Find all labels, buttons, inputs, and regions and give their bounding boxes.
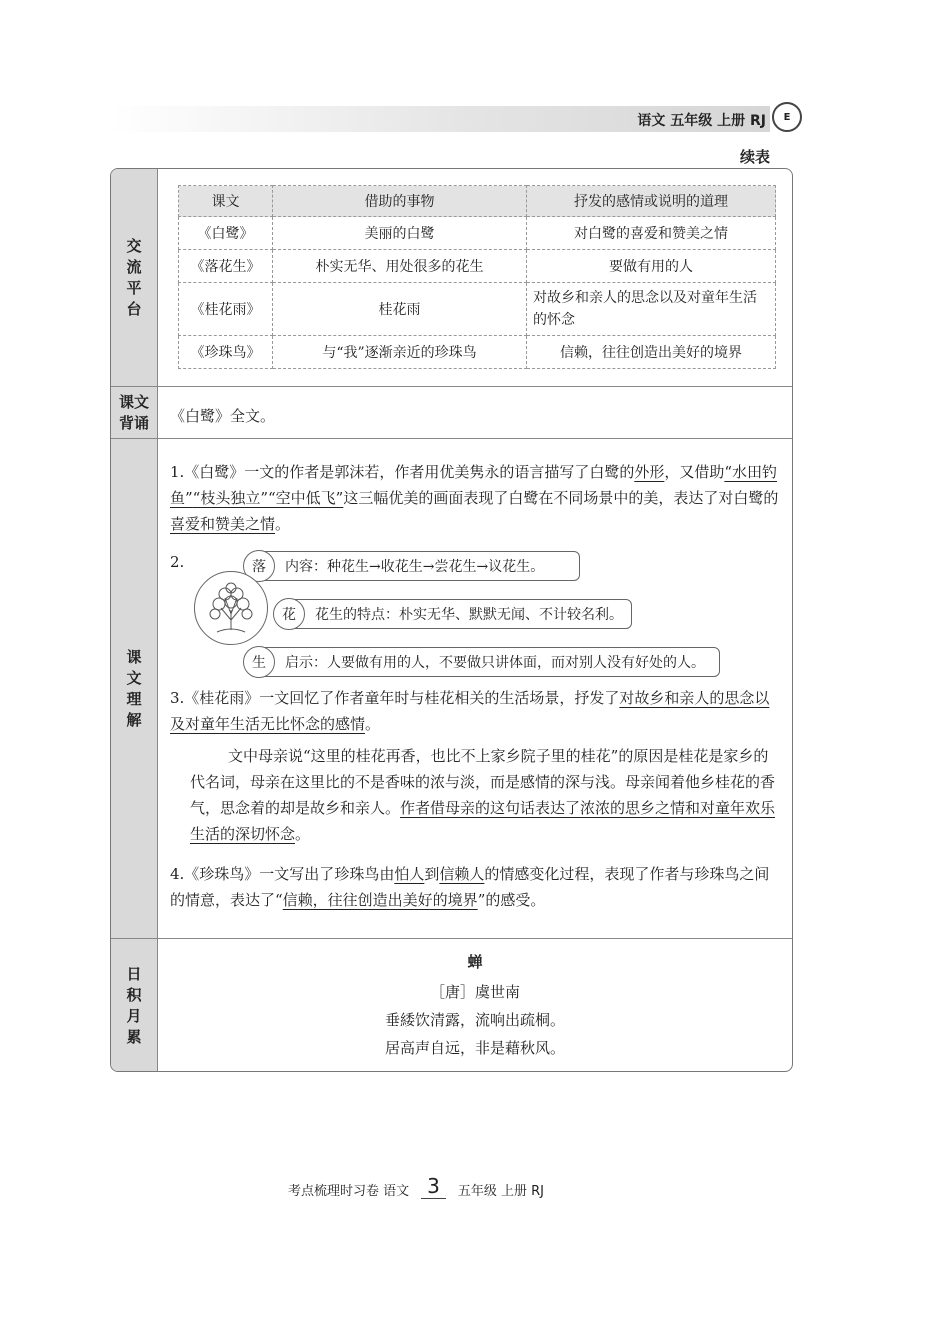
concept-bubble	[280, 599, 632, 629]
section-content	[158, 387, 792, 438]
peanut-plant-icon	[195, 572, 267, 644]
exchange-table	[178, 185, 776, 369]
page-number: 3	[421, 1174, 446, 1199]
peanut-plant-illustration	[194, 571, 268, 645]
section-exchange	[111, 169, 792, 387]
section-content	[158, 939, 792, 1072]
understand-item-2-num: 2.	[170, 553, 185, 571]
table-cell: 桂花雨	[273, 283, 527, 336]
char-circle: 落	[243, 550, 275, 582]
understand-item-1: 1.《白鹭》一文的作者是郭沫若，作者用优美隽永的语言描写了白鹭的外形，又借助“水田钓鱼”“枝头独立”“空中低飞”这三幅优美的画面表现了白鹭在不同场景中的美，表达了对白鹭的喜爱和赞美之情。	[170, 463, 779, 533]
char-circle: 生	[243, 646, 275, 678]
table-cell: 《落花生》	[179, 250, 273, 283]
table-header: 课文	[179, 186, 273, 217]
table-cell: 《珍珠鸟》	[179, 336, 273, 369]
understand-item-4: 4.《珍珠鸟》一文写出了珍珠鸟由怕人到信赖人的情感变化过程，表现了作者与珍珠鸟之间的情意，表达了“信赖，往往创造出美好的境界”的感受。	[170, 865, 770, 909]
table-header: 借助的事物	[273, 186, 527, 217]
section-understand	[111, 439, 792, 939]
section-label: 课文背诵	[111, 387, 158, 438]
section-daily	[111, 939, 792, 1072]
header-title: 语文 五年级 上册 RJ	[637, 113, 766, 129]
poem-line: 垂緌饮清露，流响出疏桐。	[384, 1011, 565, 1029]
table-cell: 要做有用的人	[527, 250, 776, 283]
table-cell: 《白鹭》	[179, 217, 273, 250]
table-header-row	[179, 186, 776, 217]
poem-author: ［唐］虞世南	[429, 983, 520, 1001]
section-content	[158, 439, 792, 938]
continued-label: 续表	[740, 148, 771, 166]
bubble-text: 启示：人要做有用的人，不要做只讲体面，而对别人没有好处的人。	[285, 655, 705, 671]
table-row	[179, 250, 776, 283]
section-label: 日积月累	[111, 939, 158, 1072]
poem-title: 蝉	[467, 953, 483, 971]
footer-right: 五年级 上册 RJ	[457, 1184, 545, 1199]
table-row	[179, 217, 776, 250]
table-row	[179, 283, 776, 336]
footer	[288, 1174, 544, 1199]
bubble-text: 花生的特点：朴实无华、默默无闻、不计较名利。	[315, 607, 623, 623]
section-label: 交流平台	[111, 169, 158, 386]
understand-item-3: 3.《桂花雨》一文回忆了作者童年时与桂花相关的生活场景，抒发了对故乡和亲人的思念以及对童年生活无比怀念的感情。 文中母亲说“这里的桂花再香，也比不上家乡院子里的桂花”的原因是桂花是家乡的代名词，母亲在这里比的不是香味的浓与淡，而是感情的深与浅。母亲闻着他乡桂花的香气，思念着的却是故乡和亲人。作者借母亲的这句话表达了浓浓的思乡之情和对童年欢乐生活的深切怀念。	[170, 685, 782, 847]
char-circle: 花	[273, 598, 305, 630]
concept-bubble	[250, 647, 720, 677]
logo-text: E	[783, 111, 791, 123]
table-cell: 对故乡和亲人的思念以及对童年生活的怀念	[527, 283, 776, 336]
table-cell: 对白鹭的喜爱和赞美之情	[527, 217, 776, 250]
concept-bubble	[250, 551, 580, 581]
section-label: 课文理解	[111, 439, 158, 938]
poem-line: 居高声自远，非是藉秋风。	[384, 1039, 565, 1057]
footer-left: 考点梳理时习卷 语文	[288, 1184, 410, 1199]
section-content	[158, 169, 792, 386]
table-cell: 与“我”逐渐亲近的珍珠鸟	[273, 336, 527, 369]
table-row	[179, 336, 776, 369]
table-cell: 朴实无华、用处很多的花生	[273, 250, 527, 283]
section-recite	[111, 387, 792, 439]
table-cell: 《桂花雨》	[179, 283, 273, 336]
table-header: 抒发的感情或说明的道理	[527, 186, 776, 217]
item-3-paragraph: 文中母亲说“这里的桂花再香，也比不上家乡院子里的桂花”的原因是桂花是家乡的代名词，母亲在这里比的不是香味的浓与淡，而是感情的深与浅。母亲闻着他乡桂花的香气，思念着的却是故乡和亲人。作者借母亲的这句话表达了浓浓的思乡之情和对童年欢乐生活的深切怀念。	[190, 747, 776, 843]
publisher-logo	[772, 102, 802, 132]
main-table	[110, 168, 793, 1072]
bubble-text: 内容：种花生→收花生→尝花生→议花生。	[285, 559, 545, 575]
table-cell: 美丽的白鹭	[273, 217, 527, 250]
recite-text: 《白鹭》全文。	[170, 407, 276, 425]
table-cell: 信赖，往往创造出美好的境界	[527, 336, 776, 369]
